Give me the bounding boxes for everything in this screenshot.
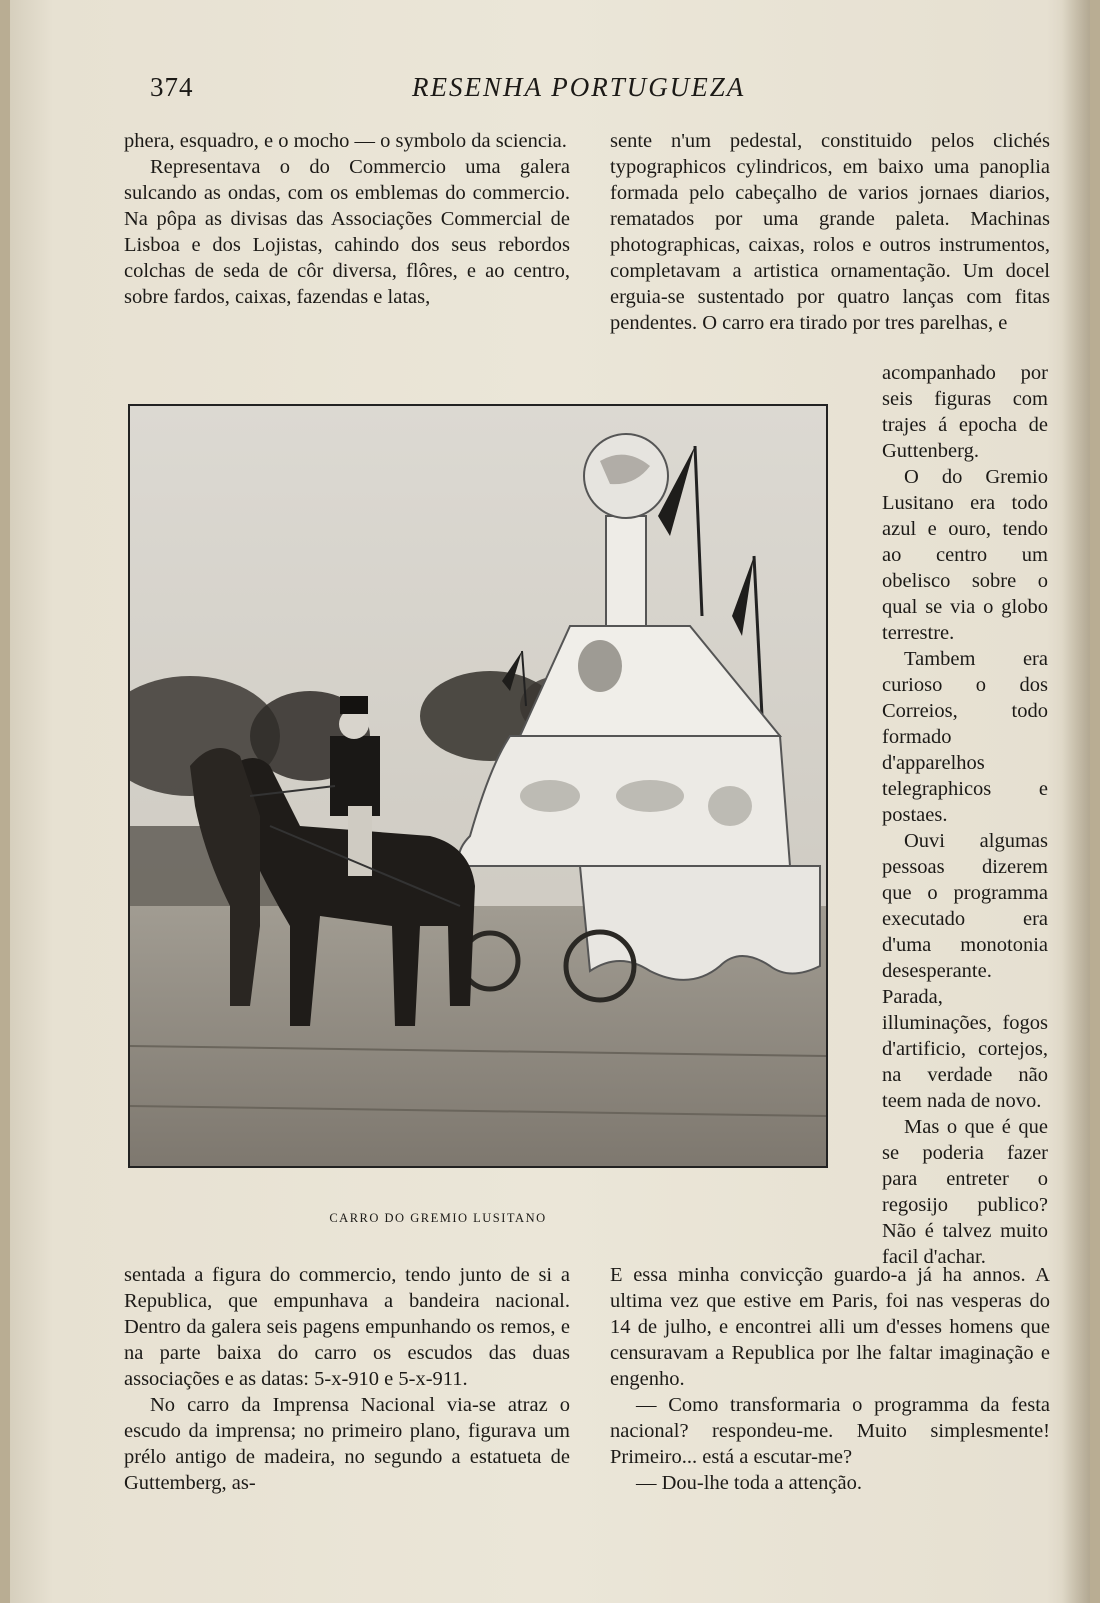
running-head: RESENHA PORTUGUEZA bbox=[412, 72, 746, 102]
carriage-illustration bbox=[130, 406, 826, 1166]
page-edge-shadow bbox=[1062, 0, 1090, 1603]
left-column-bottom bbox=[124, 1262, 570, 1496]
paragraph: O do Gremio Lusitano era todo azul e ouro, tendo ao centro um obelisco sobre o qual se via o globo terrestre. bbox=[882, 466, 1048, 644]
paragraph: Mas o que é que se poderia fazer para entreter o regosijo publico? Não é talvez muito facil d'achar. bbox=[882, 1116, 1048, 1268]
paragraph: E essa minha convicção guardo-a já ha annos. A ultima vez que estive em Paris, foi nas vesperas do 14 de julho, e encontrei alli um d'esses homens que censuravam a Republica por lhe faltar imaginação e engenho. bbox=[610, 1264, 1050, 1390]
paragraph: Representava o do Commercio uma galera sulcando as ondas, com os emblemas do commercio. Na pôpa as divisas das Associações Commercial de Lisboa e dos Lojistas, cahindo dos seus rebordos colchas de seda de côr diversa, flôres, e ao centro, sobre fardos, caixas, fazendas e latas, bbox=[124, 156, 570, 308]
paragraph: sente n'um pedestal, constituido pelos clichés typographicos cylindricos, em baixo uma panoplia formada pelo cabeçalho de varios jornaes diarios, rematados por uma grande paleta. Machinas photographicas, caixas, rolos e outros instrumentos, completavam a artistica ornamentação. Um docel erguia-se sustentado por quatro lanças com fitas pendentes. O carro era tirado por tres parelhas, e bbox=[610, 130, 1050, 334]
figure-caption: CARRO DO GREMIO LUSITANO bbox=[329, 1211, 547, 1225]
book-page bbox=[10, 0, 1090, 1603]
paragraph: Ouvi algumas pessoas dizerem que o programma executado era d'uma monotonia desesperante. Parada, illuminações, fogos d'artificio, cortejos, na verdade não teem nada de novo. bbox=[882, 830, 1048, 1112]
paragraph: phera, esquadro, e o mocho — o symbolo da sciencia. bbox=[124, 130, 567, 152]
paragraph: — Dou-lhe toda a attenção. bbox=[636, 1472, 862, 1494]
paragraph: Tambem era curioso o dos Correios, todo formado d'apparelhos telegraphicos e postaes. bbox=[882, 648, 1048, 826]
paragraph: No carro da Imprensa Nacional via-se atraz o escudo da imprensa; no primeiro plano, figurava um prélo antigo de madeira, no segundo a estatueta de Guttemberg, as- bbox=[124, 1394, 570, 1494]
paragraph: sentada a figura do commercio, tendo junto de si a Republica, que empunhava a bandeira nacional. Dentro da galera seis pagens empunhando os remos, e na parte baixa do carro os escudos das duas associações e as datas: 5-x-910 e 5-x-911. bbox=[124, 1264, 570, 1390]
paragraph: acompanhado por seis figuras com trajes á epocha de Guttenberg. bbox=[882, 362, 1048, 462]
photograph-carriage bbox=[128, 404, 828, 1168]
paragraph: — Como transformaria o programma da festa nacional? respondeu-me. Muito simplesmente! Primeiro... está a escutar-me? bbox=[610, 1394, 1050, 1468]
right-column-bottom bbox=[610, 1262, 1050, 1496]
right-column-top bbox=[610, 128, 1050, 336]
page-number: 374 bbox=[150, 72, 194, 102]
right-column-narrow bbox=[882, 360, 1048, 1270]
page-header bbox=[10, 72, 1090, 112]
left-column-top bbox=[124, 128, 570, 310]
